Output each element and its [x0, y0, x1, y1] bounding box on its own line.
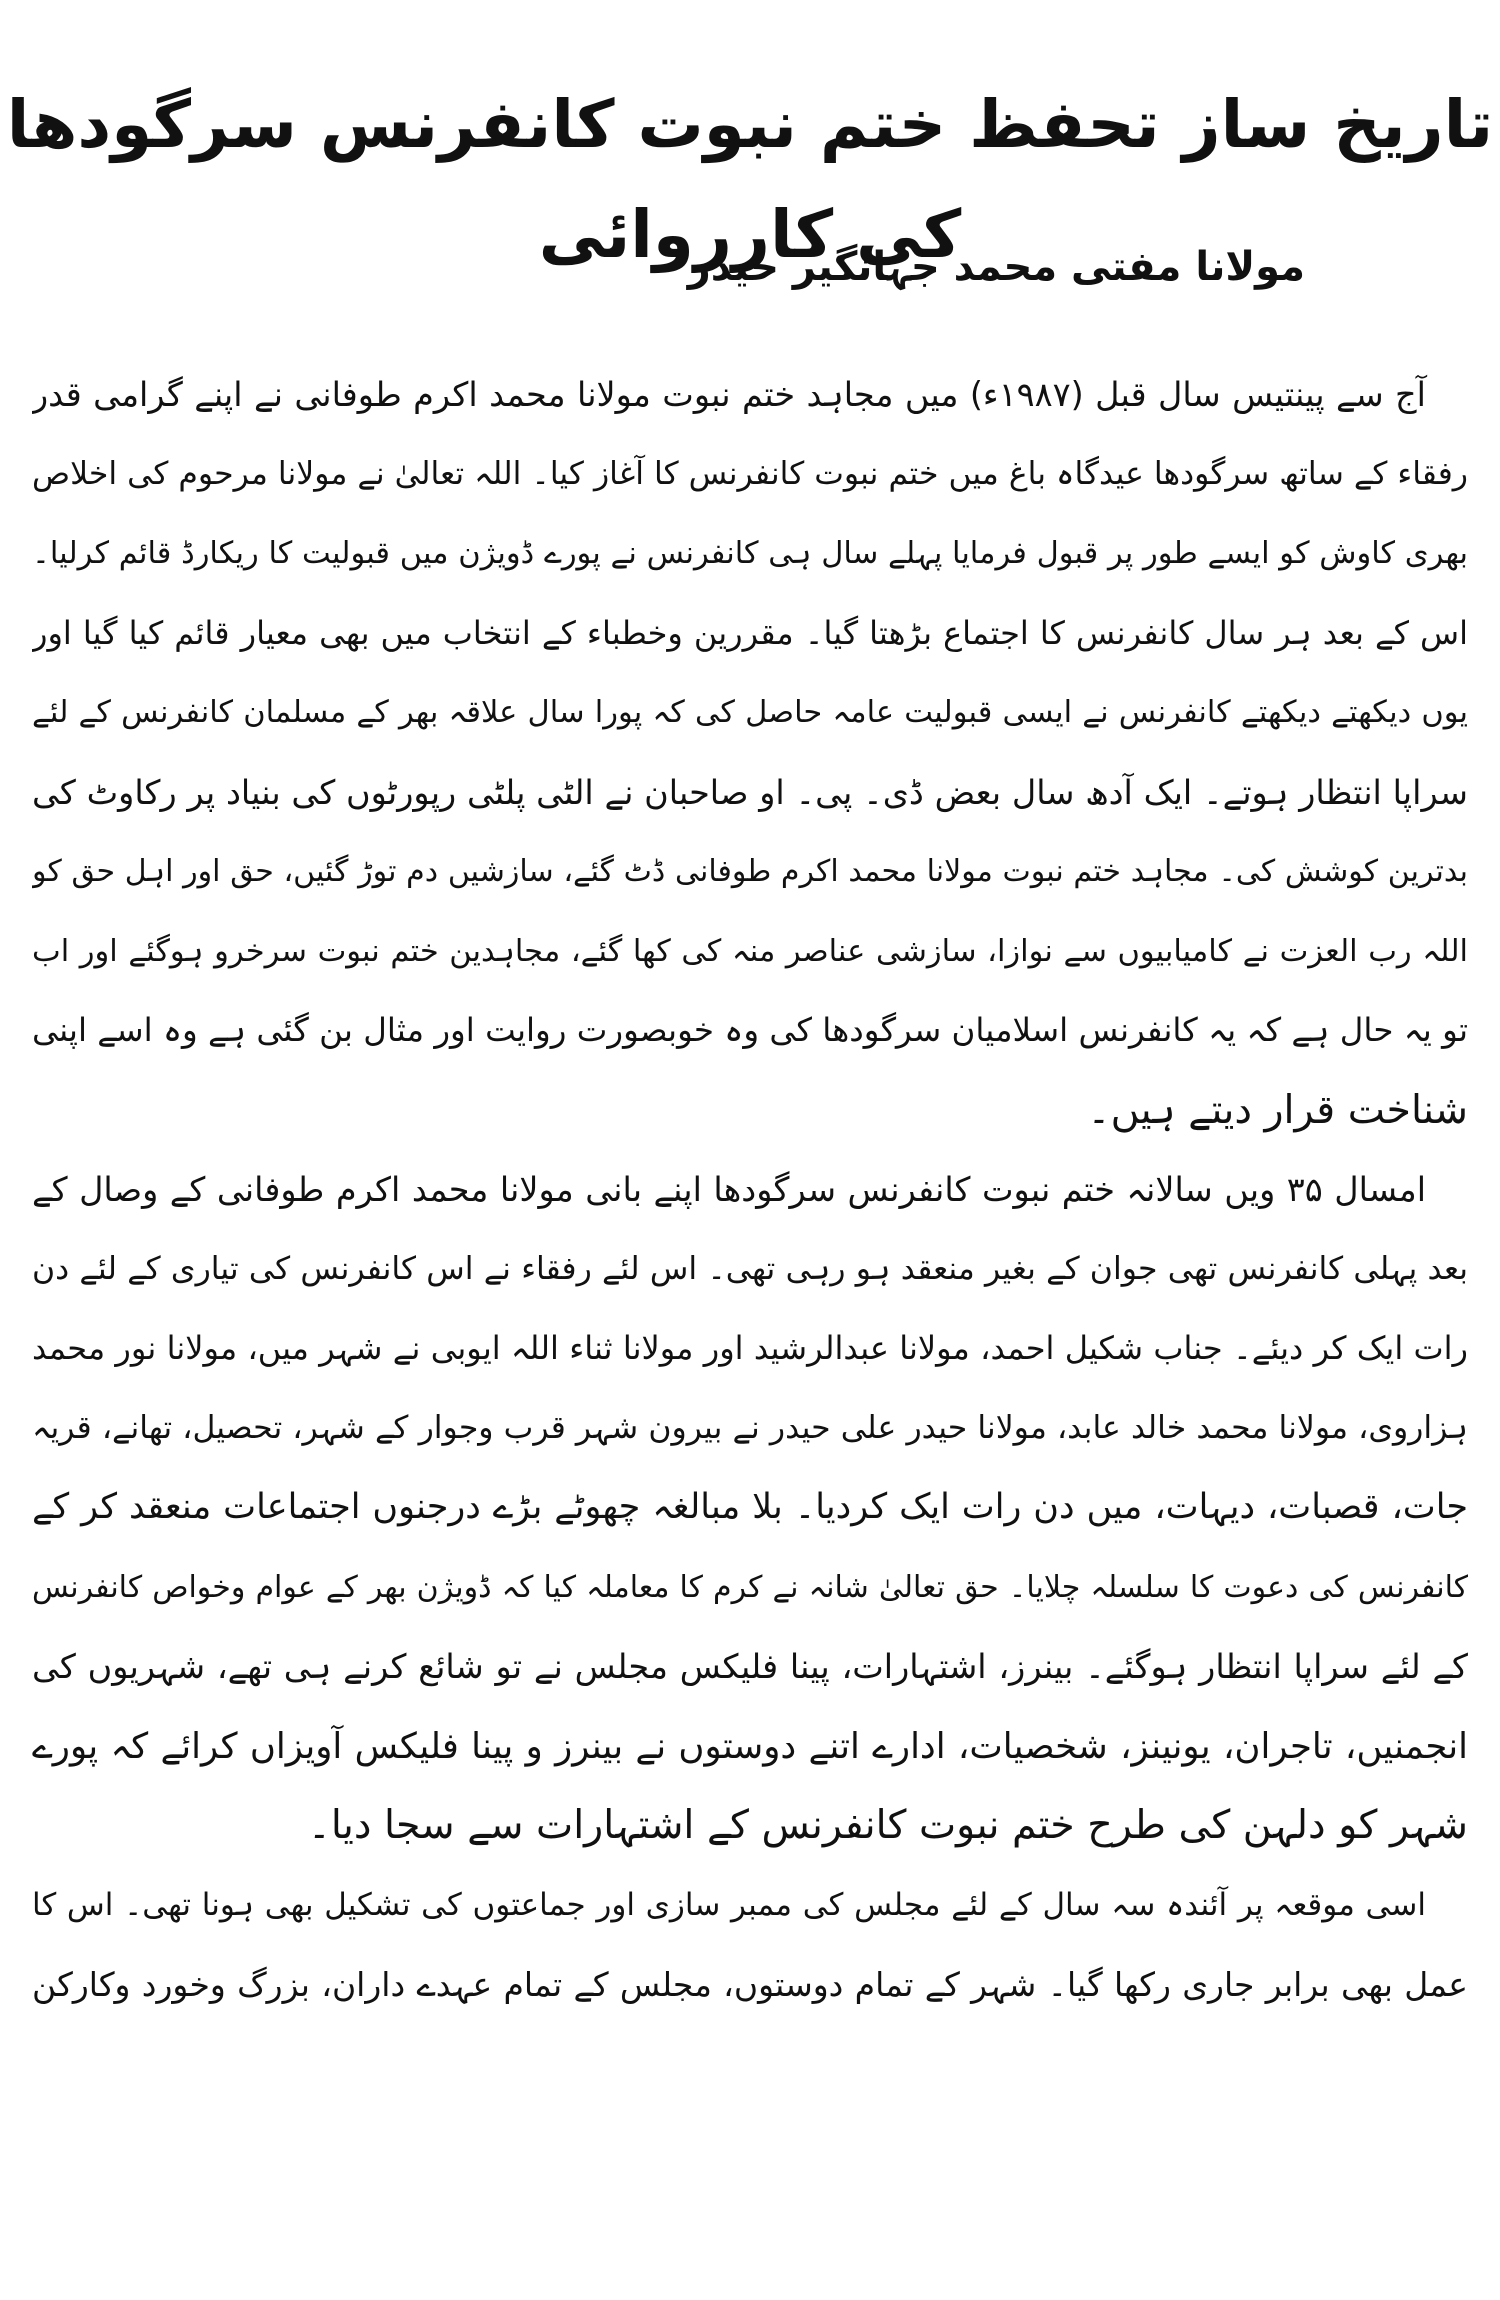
text-line: یوں دیکھتے دیکھتے کانفرنس نے ایسی قبولیت عامہ حاصل کی کہ پورا سال علاقہ بھر کے مسلمان کانفرنس کے لئے — [32, 695, 1468, 730]
text-line: تو یہ حال ہے کہ یہ کانفرنس اسلامیان سرگودھا کی وہ خوبصورت روایت اور مثال بن گئی ہے وہ اسے اپنی — [32, 1011, 1468, 1049]
text-line: رفقاء کے ساتھ سرگودھا عیدگاہ باغ میں ختم نبوت کانفرنس کا آغاز کیا۔ اللہ تعالیٰ نے مولانا مرحوم کی اخلاص — [32, 455, 1468, 492]
text-line: اس کے بعد ہر سال کانفرنس کا اجتماع بڑھتا گیا۔ مقررین وخطباء کے انتخاب میں بھی معیار قائم کیا گیا اور — [32, 613, 1468, 652]
text-line: جات، قصبات، دیہات، میں دن رات ایک کردیا۔ بلا مبالغہ چھوٹے بڑے درجنوں اجتماعات منعقد کر کے — [32, 1487, 1468, 1527]
text-line: کانفرنس کی دعوت کا سلسلہ چلایا۔ حق تعالیٰ شانہ نے کرم کا معاملہ کیا کہ ڈویژن بھر کے عوام وخواص کانفرنس — [32, 1569, 1468, 1605]
text-line: شہر کو دلہن کی طرح ختم نبوت کانفرنس کے اشتہارات سے سجا دیا۔ — [307, 1802, 1468, 1848]
text-line: شناخت قرار دیتے ہیں۔ — [1087, 1086, 1468, 1133]
text-line: سراپا انتظار ہوتے۔ ایک آدھ سال بعض ڈی۔ پی۔ او صاحبان نے الٹی پلٹی رپورٹوں کی بنیاد پر رکاوٹ کی — [32, 772, 1468, 812]
text-line: بعد پہلی کانفرنس تھی جوان کے بغیر منعقد ہو رہی تھی۔ اس لئے رفقاء نے اس کانفرنس کی تیاری کے لئے دن — [32, 1250, 1468, 1287]
text-line: انجمنیں، تاجران، یونینز، شخصیات، ادارے اتنے دوستوں نے بینرز و پینا فلیکس آویزاں کرائے کہ پورے — [32, 1725, 1468, 1767]
text-line: اللہ رب العزت نے کامیابیوں سے نوازا، سازشی عناصر منہ کی کھا گئے، مجاہدین ختم نبوت سرخرو ہوگئے اور اب — [32, 933, 1468, 969]
text-line: بھری کاوش کو ایسے طور پر قبول فرمایا پہلے سال ہی کانفرنس نے پورے ڈویژن میں قبولیت کا ریکارڈ قائم کرلیا۔ — [32, 536, 1468, 571]
text-line: بدترین کوشش کی۔ مجاہد ختم نبوت مولانا محمد اکرم طوفانی ڈٹ گئے، سازشیں دم توڑ گئیں، حق اور اہل حق کو — [32, 854, 1468, 889]
text-line: رات ایک کر دیئے۔ جناب شکیل احمد، مولانا عبدالرشید اور مولانا ثناء اللہ ایوبی نے شہر میں، مولانا نور محمد — [32, 1329, 1468, 1367]
text-line: امسال ۳۵ ویں سالانہ ختم نبوت کانفرنس سرگودھا اپنے بانی مولانا محمد اکرم طوفانی کے وصال کے — [32, 1170, 1426, 1209]
text-line: عمل بھی برابر جاری رکھا گیا۔ شہر کے تمام دوستوں، مجلس کے تمام عہدے داران، بزرگ وخورد وکارکن — [32, 1965, 1468, 2004]
author-name: مولانا مفتی محمد جہانگیر حیدر — [687, 244, 1305, 290]
text-line: آج سے پینتیس سال قبل (۱۹۸۷ء) میں مجاہد ختم نبوت مولانا محمد اکرم طوفانی نے اپنے گرامی قدر — [32, 375, 1426, 414]
text-line: ہزاروی، مولانا محمد خالد عابد، مولانا حیدر علی حیدر نے بیرون شہر قرب وجوار کے شہر، تحصیل، تھانے، قریہ — [32, 1409, 1468, 1446]
article-body — [32, 355, 1468, 2025]
text-line: کے لئے سراپا انتظار ہوگئے۔ بینرز، اشتہارات، پینا فلیکس مجلس نے تو شائع کرنے ہی تھے، شہریوں کی — [32, 1647, 1468, 1686]
text-line: اسی موقعہ پر آئندہ سہ سال کے لئے مجلس کی ممبر سازی اور جماعتوں کی تشکیل بھی ہونا تھی۔ اس کا — [32, 1886, 1426, 1923]
article-title: تاریخ ساز تحفظ ختم نبوت کانفرنس سرگودھا کی کارروائی — [6, 86, 1494, 273]
